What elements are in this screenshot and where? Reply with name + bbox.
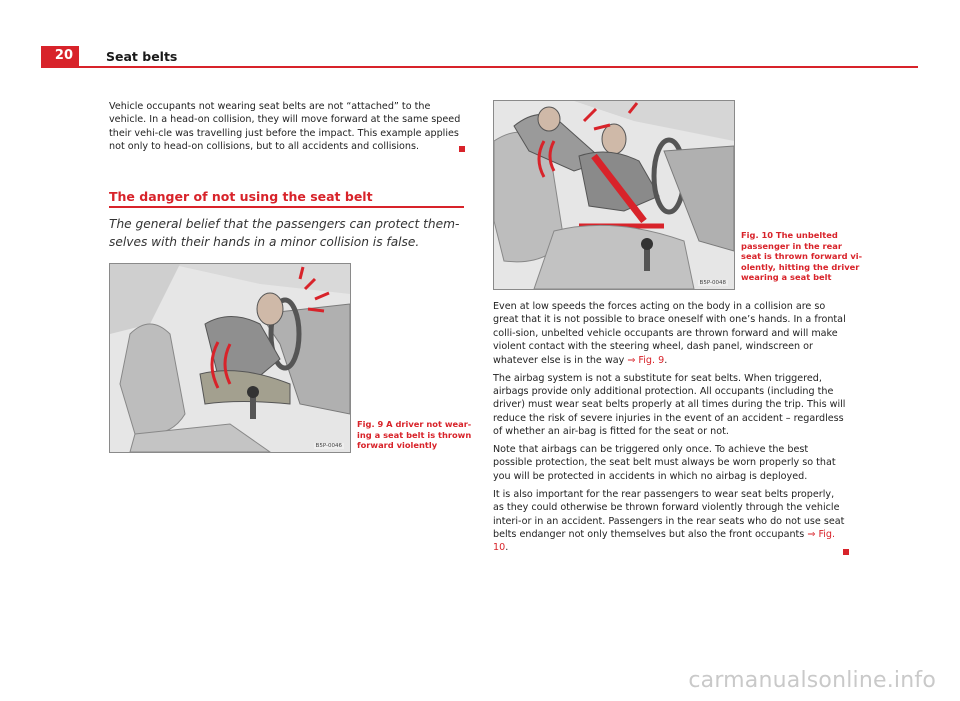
chapter-title: Seat belts (106, 49, 178, 64)
figure-10-code: B5P-0048 (699, 280, 726, 286)
caption-line: olently, hitting the driver (741, 261, 860, 272)
paragraph-text: It is also important for the rear passengers to wear seat belts properly, as they could otherwise be thrown forward violently through the vehicle interi-or in an accident. Passengers in the rear seats who do not use seat belts endanger not only themselves but also the front occupants (493, 488, 845, 540)
caption-line: wearing a seat belt (741, 272, 832, 283)
body-paragraph: It is also important for the rear passengers to wear seat belts properly, as they could otherwise be thrown forward violently through the vehicle interi-or in an accident. Passengers in the rear seats who do not use seat belts endanger not only themselves but also the front occupants ⇒ Fig. 10. (493, 488, 845, 554)
end-mark-icon (843, 549, 849, 555)
caption-line: seat is thrown forward vi- (741, 251, 863, 262)
figure-10-illustration (493, 100, 735, 290)
figure-9-link[interactable]: ⇒ Fig. 9 (627, 354, 665, 366)
watermark: carmanualsonline.info (688, 668, 936, 693)
caption-line: passenger in the rear (741, 240, 842, 251)
section-rule (109, 206, 464, 208)
figure-9-code: B5P-0046 (315, 443, 342, 449)
paragraph-text: Even at low speeds the forces acting on the body in a collision are so great that it is not possible to brace oneself with one’s hands. In a frontal colli-sion, unbelted vehicle occupants are thrown forward and will make violent contact with the steering wheel, dash panel, windscreen or whatever else is in the way (493, 301, 846, 366)
figure-9-caption (357, 419, 471, 451)
body-paragraph: Even at low speeds the forces acting on the body in a collision are so great that it is not possible to brace oneself with one’s hands. In a frontal colli-sion, unbelted vehicle occupants are thrown forward and will make violent contact with the steering wheel, dash panel, windscreen or whatever else is in the way ⇒ Fig. 9. (493, 301, 846, 366)
driver-illustration (110, 264, 350, 452)
section-heading: The danger of not using the seat belt (109, 189, 373, 204)
page-number: 20 (41, 46, 79, 66)
rear-passenger-illustration (494, 101, 734, 289)
caption-line: ing a seat belt is thrown (357, 429, 472, 440)
end-mark-icon (459, 146, 465, 152)
header-rule (41, 66, 918, 68)
left-column (109, 100, 464, 154)
figure-10-caption (741, 230, 862, 283)
caption-line: Fig. 9 A driver not wear- (357, 419, 472, 429)
body-paragraph: The airbag system is not a substitute for seat belts. When triggered, airbags provide only additional protection. All occupants (including the driver) must wear seat belts properly at all times during the trip. This will reduce the risk of severe injuries in the event of an accident – regardless of whether an air-bag is fitted for the seat or not. (493, 372, 846, 438)
caption-line: forward violently (357, 440, 438, 451)
right-column (493, 300, 848, 559)
figure-9-illustration (109, 263, 351, 453)
body-paragraph: Note that airbags can be triggered only once. To achieve the best possible protection, the seat belt must always be worn properly so that you will be protected in accidents in which no airbag is deployed. (493, 444, 836, 482)
caption-line: Fig. 10 The unbelted (741, 230, 838, 240)
figure-10-link[interactable]: ⇒ Fig. 10 (493, 529, 836, 554)
page-header (41, 46, 918, 66)
intro-paragraph: Vehicle occupants not wearing seat belts are not “attached” to the vehicle. In a head-on collision, they will move forward at the same speed their vehi-cle was travelling just before the impact. This example applies not only to head-on collisions, but to all accidents and collisions. (109, 101, 461, 153)
intro-statement: The general belief that the passengers can protect them-selves with their hands in a minor collision is false. (109, 217, 460, 249)
